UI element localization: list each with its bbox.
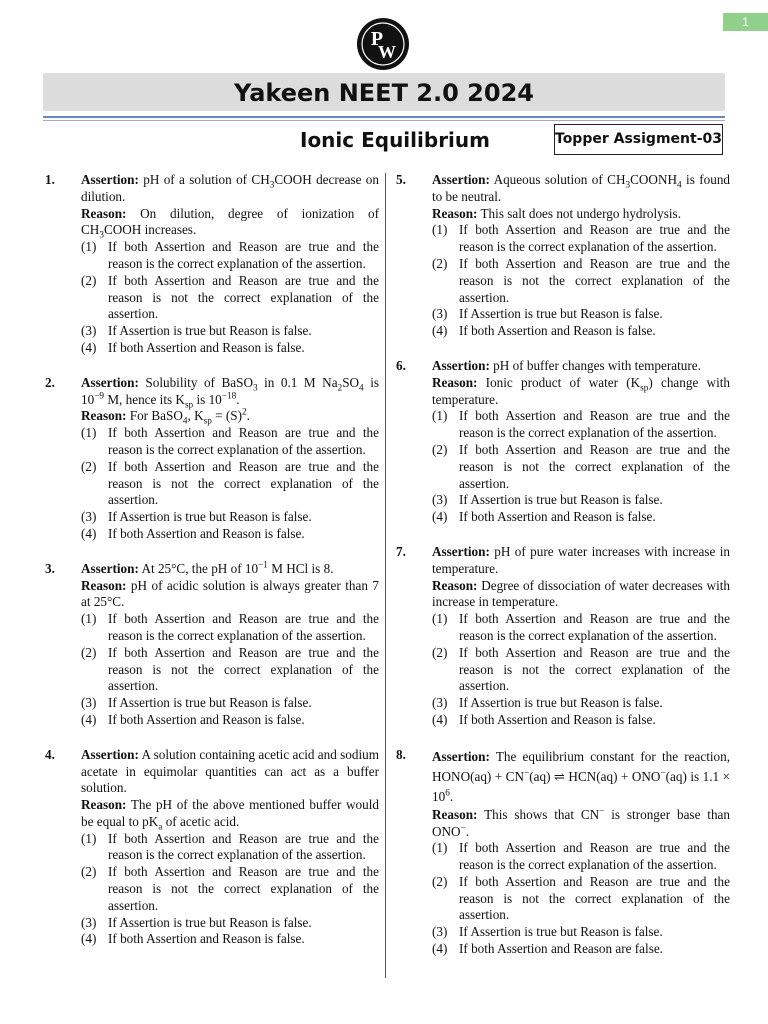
reason-text: For BaSO$_4$, $K_{sp} = (S)^2$. xyxy=(129,406,250,426)
question-1 xyxy=(43,172,379,357)
option-3: (3) If Assertion is true but Reason is false. xyxy=(81,914,312,930)
option-1: (1) If both Assertion and Reason are true and the reason is the correct explanation of the assertion. xyxy=(432,611,730,643)
logo-letter-p: P xyxy=(370,28,384,50)
option-1: (1) If both Assertion and Reason are true and the reason is the correct explanation of the assertion. xyxy=(81,425,379,457)
option-2: (2) If both Assertion and Reason are true and the reason is not the correct explanation of the assertion. xyxy=(81,458,379,508)
option-2: (2) If both Assertion and Reason are true and the reason is not the correct explanation of the assertion. xyxy=(81,644,379,694)
option-2: (2) If both Assertion and Reason are true and the reason is not the correct explanation of the assertion. xyxy=(81,272,379,322)
right-column xyxy=(394,172,730,976)
option-4: (4) If both Assertion and Reason are false. xyxy=(432,941,663,957)
header-rule-thin xyxy=(43,120,725,121)
assertion-text: pH of a solution of $CH_3COOH$ decrease on dilution. xyxy=(81,172,379,204)
option-4: (4) If both Assertion and Reason is false. xyxy=(81,711,305,727)
option-2: (2) If both Assertion and Reason are true and the reason is not the correct explanation of the assertion. xyxy=(81,864,379,913)
reason-text: This salt does not undergo hydrolysis. xyxy=(480,205,681,221)
question-number: 1. xyxy=(45,172,55,187)
reason-text: On dilution, degree of ionization of $CH_3COOH$ increases. xyxy=(81,205,380,241)
assertion-text: pH of buffer changes with temperature. xyxy=(493,357,701,373)
option-3: (3) If Assertion is true but Reason is false. xyxy=(432,924,663,940)
option-3: (3) If Assertion is true but Reason is false. xyxy=(432,695,663,711)
option-1: (1) If both Assertion and Reason are true and the reason is the correct explanation of the assertion. xyxy=(432,222,730,255)
option-1: (1) If both Assertion and Reason are true and the reason is the correct explanation of the assertion. xyxy=(81,611,379,643)
assertion-label: Assertion: xyxy=(81,172,139,187)
question-number: 2. xyxy=(45,374,55,390)
option-2: (2) If both Assertion and Reason are true and the reason is not the correct explanation of the assertion. xyxy=(432,255,730,305)
option-4: (4) If both Assertion and Reason is false. xyxy=(81,525,305,541)
page-number: 1 xyxy=(723,13,768,31)
assertion-text: A solution containing acetic acid and sodium acetate in equimolar quantities can act as a buffer solution. xyxy=(81,746,379,796)
option-4: (4) If both Assertion and Reason is false. xyxy=(81,931,305,947)
question-7: 7. Assertion: pH of pure water increases with increase in temperature. Reason: Degree of dissociation of water decreases with increase in temperature. (1) If both Assertion and Reason are true and the reason is the correct explanation of the assertion. (2) If both Assertion and Reason are true and the reason is not the correct explanation of the assertion. (3) If Assertion is true but Reason is false. (4) If both Assertion and Reason is false. xyxy=(396,543,731,727)
option-3: (3) If Assertion is true but Reason is false. xyxy=(81,695,312,711)
question-number: 3. xyxy=(45,560,55,576)
option-4: (4) If both Assertion and Reason is false. xyxy=(432,323,656,339)
question-6: 6. Assertion: pH of buffer changes with temperature. Reason: Ionic product of water $(K_{sp})$ change with temperature. (1) If both Assertion and Reason are true and the reason is the correct explanation of the assertion. (2) If both Assertion and Reason are true and the reason is not the correct explanation of the assertion. (3) If Assertion is true but Reason is false. (4) If both Assertion and Reason is false. xyxy=(396,357,730,525)
reason-text: Ionic product of water $(K_{sp})$ change with temperature. xyxy=(432,374,730,407)
logo-letter-w: W xyxy=(378,42,396,62)
option-1: (1) If both Assertion and Reason are true and the reason is the correct explanation of the assertion. xyxy=(81,830,379,863)
reason-text: This shows that CN− is stronger base than ONO−. xyxy=(432,805,730,839)
option-4: (4) If both Assertion and Reason is false. xyxy=(81,339,305,355)
reason-label: Reason: xyxy=(81,205,127,221)
chapter-title: Ionic Equilibrium xyxy=(300,128,490,152)
assignment-badge: Topper Assigment-03 xyxy=(554,124,723,155)
question-number: 8. xyxy=(396,746,406,762)
question-4: 4. Assertion: A solution containing acetic acid and sodium acetate in equimolar quantities can act as a buffer solution. Reason: The pH of the above mentioned buffer would be equal to $pK_a$ of acetic acid. (1) If both Assertion and Reason are true and the reason is the correct explanation of the assertion. (2) If both Assertion and Reason are true and the reason is not the correct explanation of the assertion. (3) If Assertion is true but Reason is false. (4) If both Assertion and Reason is false. xyxy=(45,746,379,947)
option-2: (2) If both Assertion and Reason are true and the reason is not the correct explanation of the assertion. xyxy=(432,873,730,923)
option-1: (1) If both Assertion and Reason are true and the reason is the correct explanation of the assertion. xyxy=(432,840,730,873)
option-1: (1) If both Assertion and Reason are true and the reason is the correct explanation of the assertion. xyxy=(81,239,379,271)
column-divider xyxy=(385,173,386,978)
page-title: Yakeen NEET 2.0 2024 xyxy=(234,79,534,107)
assertion-text: pH of pure water increases with increase in temperature. xyxy=(432,543,731,576)
option-4: (4) If both Assertion and Reason is false. xyxy=(432,711,656,727)
assertion-text: At 25°C, the pH of $10^{-1}$ M HCl is 8. xyxy=(141,559,334,576)
option-2: (2) If both Assertion and Reason are true and the reason is not the correct explanation of the assertion. xyxy=(432,441,730,491)
pw-logo-icon xyxy=(356,17,410,71)
option-1: (1) If both Assertion and Reason are true and the reason is the correct explanation of the assertion. xyxy=(432,408,730,441)
left-column xyxy=(43,172,379,966)
question-5: 5. Assertion: Aqueous solution of $CH_3COONH_4$ is found to be neutral. Reason: This salt does not undergo hydrolysis. (1) If both Assertion and Reason are true and the reason is the correct explanation of the assertion. (2) If both Assertion and Reason are true and the reason is not the correct explanation of the assertion. (3) If Assertion is true but Reason is false. (4) If both Assertion and Reason is false. xyxy=(396,172,731,339)
reason-text: Degree of dissociation of water decreases with increase in temperature. xyxy=(432,577,731,610)
option-4: (4) If both Assertion and Reason is false. xyxy=(432,509,656,525)
question-number: 5. xyxy=(396,172,406,187)
assertion-text: Solubility of BaSO$_3$ in 0.1 M $Na_2SO_4$ is $10^{-9}$ M, hence its $K_{sp}$ is $10^{-18}$. xyxy=(81,374,379,410)
question-8: 8. Assertion: The equilibrium constant for the reaction, HONO(aq) + CN−(aq) ⇌ HCN(aq) + ONO−(aq) is $1.1 \times 10^6$. Reason: This shows that CN− is stronger base than ONO−. (1) If both Assertion and Reason are true and the reason is the correct explanation of the assertion. (2) If both Assertion and Reason are true and the reason is not the correct explanation of the assertion. (3) If Assertion is true but Reason is false. (4) If both Assertion and Reason are false. xyxy=(396,746,730,957)
option-2: (2) If both Assertion and Reason are true and the reason is not the correct explanation of the assertion. xyxy=(432,644,730,694)
question-number: 6. xyxy=(396,357,406,373)
option-3: (3) If Assertion is true but Reason is false. xyxy=(432,306,663,322)
question-number: 4. xyxy=(45,746,55,762)
reason-text: pH of acidic solution is always greater than 7 at 25°C. xyxy=(81,577,379,610)
question-3: 3. Assertion: At 25°C, the pH of $10^{-1}$ M HCl is 8. Reason: pH of acidic solution is always greater than 7 at 25°C. (1) If both Assertion and Reason are true and the reason is the correct explanation of the assertion. (2) If both Assertion and Reason are true and the reason is not the correct explanation of the assertion. (3) If Assertion is true but Reason is false. (4) If both Assertion and Reason is false. xyxy=(45,559,379,727)
option-3: (3) If Assertion is true but Reason is false. xyxy=(81,509,312,525)
option-3: (3) If Assertion is true but Reason is false. xyxy=(81,323,312,339)
assertion-text: Aqueous solution of $CH_3COONH_4$ is found to be neutral. xyxy=(432,172,731,204)
option-3: (3) If Assertion is true but Reason is false. xyxy=(432,492,663,508)
question-2: 2. Assertion: Solubility of BaSO$_3$ in 0.1 M $Na_2SO_4$ is $10^{-9}$ M, hence its $K_{sp}$ is $10^{-18}$. Reason: For BaSO$_4$, $K_{sp} = (S)^2$. (1) If both Assertion and Reason are true and the reason is the correct explanation of the assertion. (2) If both Assertion and Reason are true and the reason is not the correct explanation of the assertion. (3) If Assertion is true but Reason is false. (4) If both Assertion and Reason is false. xyxy=(45,374,379,541)
question-number: 7. xyxy=(396,543,406,559)
header-rule xyxy=(43,116,725,118)
reason-text: The pH of the above mentioned buffer would be equal to $pK_a$ of acetic acid. xyxy=(81,797,379,832)
assertion-text: The equilibrium constant for the reaction, HONO(aq) + CN−(aq) ⇌ HCN(aq) + ONO−(aq) is $1.1 \times 10^6$. xyxy=(432,748,730,804)
